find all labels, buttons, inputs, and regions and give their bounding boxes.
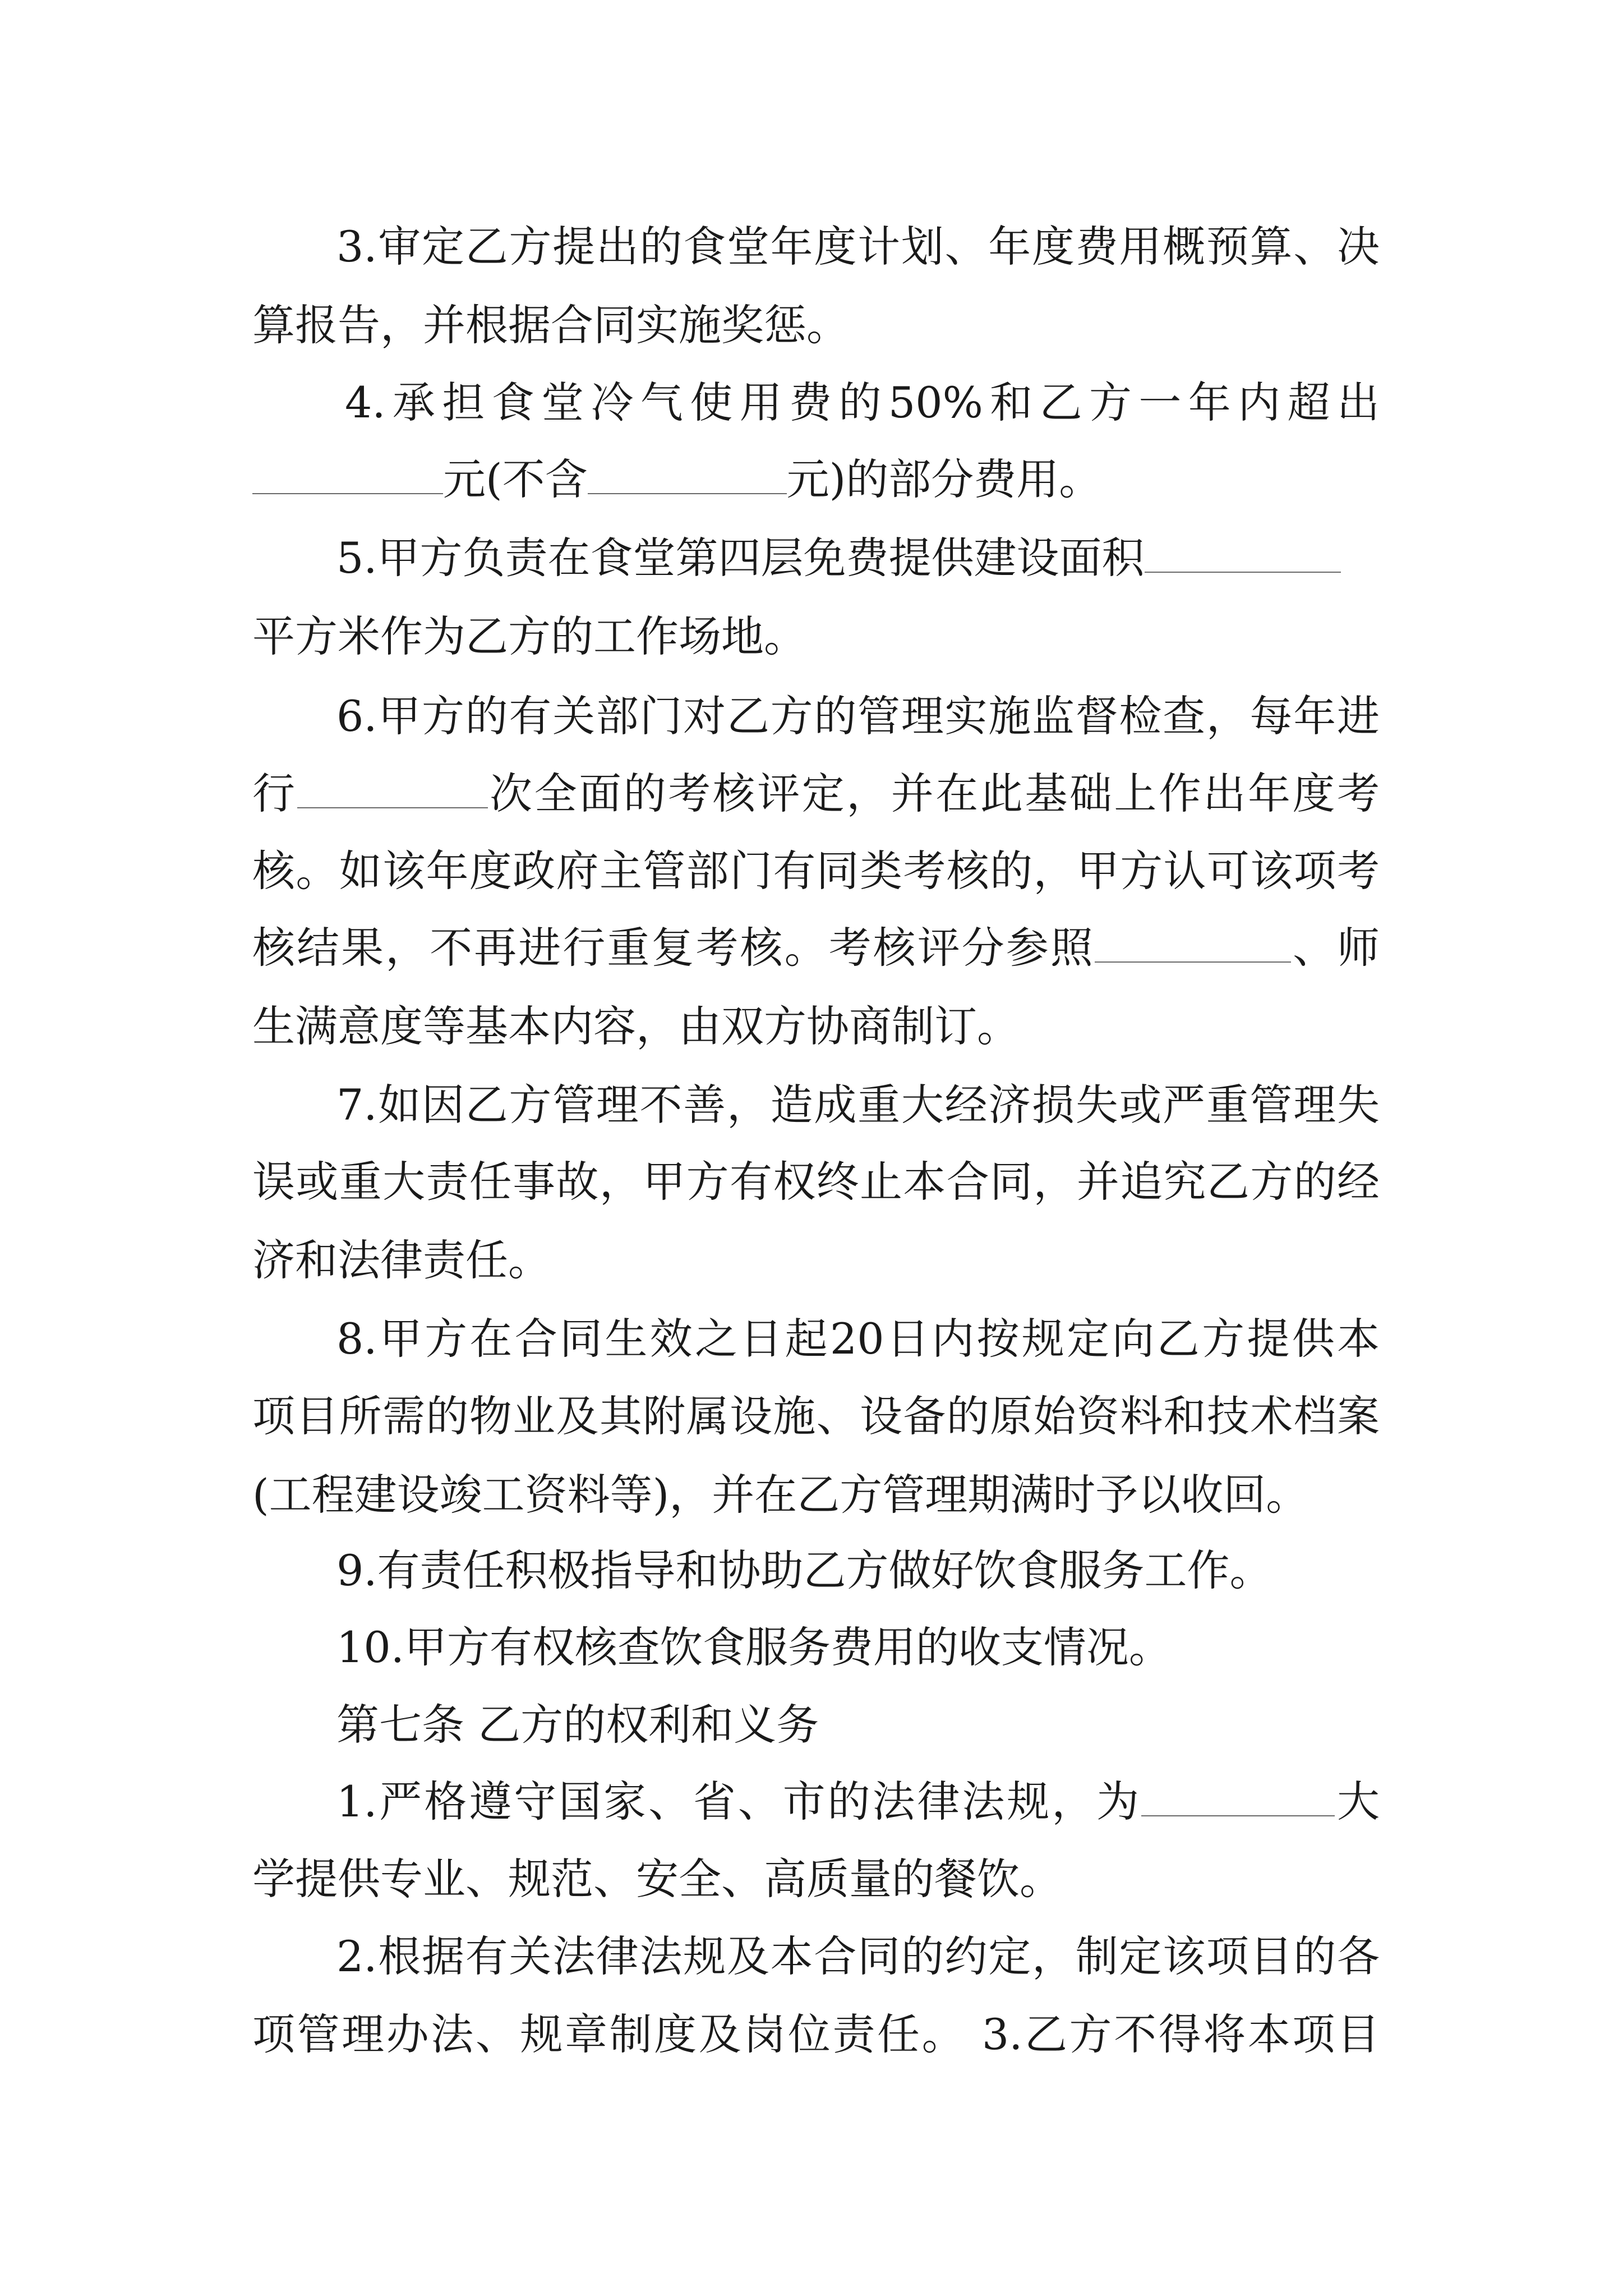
paragraph-line: 平方米作为乙方的工作场地。 [252,611,806,661]
paragraph-line: 2.根据有关法律法规及本合同的约定，制定该项目的各 [336,1931,1380,1981]
fill-in-blank [1145,536,1341,573]
paragraph-line: 3.审定乙方提出的食堂年度计划、年度费用概预算、决 [336,222,1380,272]
text-segment: 次全面的考核评定，并在此基础上作出年度考 [487,769,1380,818]
text-segment: 元(不含 [443,454,588,504]
paragraph-line: 项管理办法、规章制度及岗位责任。 3.乙方不得将本项目 [252,2009,1380,2059]
paragraph-line: 核。如该年度政府主管部门有同类考核的，甲方认可该项考 [252,846,1380,896]
text-segment: 、师 [1290,923,1380,973]
paragraph-line [252,923,1380,973]
paragraph-line: 10.甲方有权核查饮食服务费用的收支情况。 [336,1622,1172,1672]
paragraph-line: 算报告，并根据合同实施奖惩。 [252,300,849,350]
paragraph-line: 7.如因乙方管理不善，造成重大经济损失或严重管理失 [336,1080,1380,1130]
paragraph-line: 9.有责任积极指导和协助乙方做好饮食服务工作。 [336,1545,1272,1595]
paragraph-line [336,533,1341,583]
text-segment: 5.甲方负责在食堂第四层免费提供建设面积 [336,533,1145,583]
paragraph-line [252,769,1380,819]
fill-in-blank [1141,1779,1335,1816]
text-segment: 1.严格遵守国家、省、市的法律法规，为 [336,1777,1142,1826]
text-segment: 行 [252,769,297,818]
paragraph-line: 项目所需的物业及其附属设施、设备的原始资料和技术档案 [252,1391,1380,1441]
text-segment: 核结果，不再进行重复考核。考核评分参照 [252,923,1095,973]
paragraph-line: 误或重大责任事故，甲方有权终止本合同，并追究乙方的经 [252,1157,1380,1207]
fill-in-blank [1095,926,1291,963]
paragraph-line: 8.甲方在合同生效之日起20日内按规定向乙方提供本 [336,1314,1380,1364]
paragraph-line: 4.承担食堂冷气使用费的50%和乙方一年内超出 [345,378,1380,427]
text-segment: 元)的部分费用。 [786,454,1102,504]
paragraph-line [252,454,1101,505]
fill-in-blank [297,771,488,808]
fill-in-blank [588,457,787,494]
text-segment: 大 [1335,1777,1380,1826]
paragraph-line: 6.甲方的有关部门对乙方的管理实施监督检查，每年进 [336,691,1380,741]
section-heading: 第七条 乙方的权利和义务 [336,1700,819,1750]
paragraph-line: 生满意度等基本内容，由双方协商制订。 [252,1001,1020,1051]
paragraph-line: 济和法律责任。 [252,1235,551,1285]
paragraph-line: (工程建设竣工资料等)，并在乙方管理期满时予以收回。 [252,1470,1309,1520]
fill-in-blank [252,457,443,494]
paragraph-line: 学提供专业、规范、安全、高质量的餐饮。 [252,1854,1062,1904]
paragraph-line [336,1777,1380,1827]
